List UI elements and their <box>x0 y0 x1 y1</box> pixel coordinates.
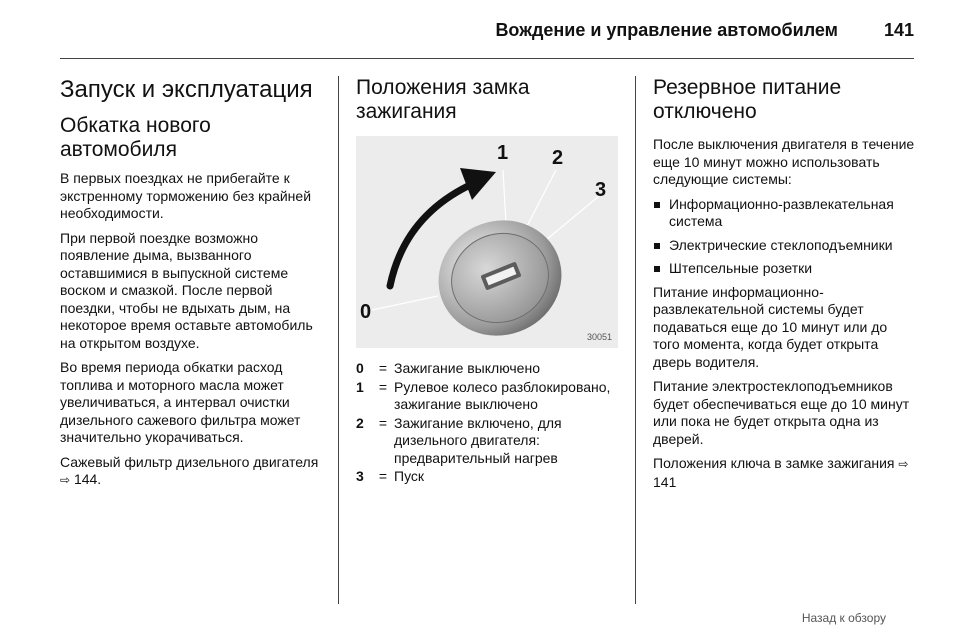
paragraph: Во время периода обкатки расход топлива и моторного масла может увеличиваться, а интервал очистки дизельного сажевого фильтра может значительно укорачиваться. <box>60 359 301 445</box>
leader-line-0 <box>372 296 438 310</box>
legend <box>356 360 618 486</box>
legend-item <box>356 415 618 468</box>
column-3 <box>653 76 915 498</box>
cross-reference[interactable] <box>60 454 322 490</box>
leader-line-3 <box>546 196 599 240</box>
column-divider-1 <box>338 76 339 604</box>
paragraph: Питание электростеклоподъемников будет обеспечиваться еще до 10 минут или пока не будет открыта одна из дверей. <box>653 378 910 447</box>
legend-equals: = <box>378 414 388 431</box>
legend-text: Пуск <box>394 468 425 484</box>
legend-text: Зажигание включено, для дизельного двигателя: предварительный нагрев <box>394 414 562 466</box>
bullet-icon <box>654 243 660 249</box>
cross-reference[interactable] <box>653 455 915 491</box>
position-label-2: 2 <box>552 147 564 169</box>
legend-key: 2 <box>356 414 364 431</box>
paragraph: При первой поездке возможно появление дыма, вызванного оставшимися в выпускной системе воском и смазкой. После первой поездки, чтобы не вдыхать дым, на некоторое время оставьте автомобиль на открытом воздухе. <box>60 229 313 351</box>
column-2 <box>356 76 618 487</box>
legend-key: 0 <box>356 360 364 376</box>
legend-item <box>356 360 618 378</box>
legend-equals: = <box>378 360 388 376</box>
legend-text: Рулевое колесо разблокировано, зажигание выключено <box>394 378 611 412</box>
running-head: Вождение и управление автомобилем <box>495 20 838 40</box>
legend-item <box>356 379 618 414</box>
list-item-text: Информационно-развлекательная система <box>669 195 894 229</box>
bullet-icon <box>654 266 660 272</box>
reference-arrow-icon: ⇨ <box>898 457 909 471</box>
position-label-0: 0 <box>360 301 372 323</box>
leader-line-1 <box>503 170 506 224</box>
systems-list <box>653 196 915 278</box>
back-to-overview-link[interactable]: Назад к обзору <box>801 611 886 625</box>
reference-page: 141 <box>653 473 677 490</box>
list-item <box>653 196 915 231</box>
section-title: Запуск и эксплуатация <box>60 76 313 103</box>
list-item-text: Электрические стеклоподъемники <box>669 236 893 253</box>
reference-text: Сажевый фильтр дизельного двигателя <box>60 453 319 470</box>
paragraph: Питание информационно-развлекательной системы будет подаваться еще до 10 минут или до того момента, когда будет открыта дверь водителя. <box>653 283 888 370</box>
reference-arrow-icon: ⇨ <box>60 473 71 487</box>
list-item <box>653 237 915 255</box>
list-item <box>653 260 915 278</box>
paragraph: В первых поездках не прибегайте к экстренному торможению без крайней необходимости. <box>60 170 312 221</box>
backup-power-title: Резервное питание отключено <box>653 76 842 123</box>
column-1 <box>60 76 322 497</box>
legend-key: 3 <box>356 468 364 484</box>
legend-equals: = <box>378 468 388 484</box>
reference-text: Положения ключа в замке зажигания <box>653 455 895 471</box>
legend-text: Зажигание выключено <box>394 360 540 376</box>
bullet-icon <box>654 202 660 208</box>
position-label-3: 3 <box>595 179 607 201</box>
leader-line-2 <box>526 170 556 228</box>
position-label-1: 1 <box>497 142 509 164</box>
legend-key: 1 <box>356 378 364 395</box>
ignition-lock-illustration <box>356 136 618 348</box>
reference-page: 144. <box>73 471 102 487</box>
list-item-text: Штепсельные розетки <box>669 260 813 276</box>
ignition-lock-figure <box>356 136 618 348</box>
page-number: 141 <box>883 20 914 40</box>
header-divider <box>60 58 914 59</box>
figure-code: 30051 <box>586 332 612 342</box>
ignition-title: Положения замка зажигания <box>356 76 530 123</box>
subsection-title: Обкатка нового автомобиля <box>60 114 211 161</box>
paragraph: После выключения двигателя в течение еще 10 минут можно использовать следующие системы: <box>653 136 915 187</box>
legend-item <box>356 468 618 486</box>
legend-equals: = <box>378 378 388 395</box>
column-divider-2 <box>635 76 636 604</box>
